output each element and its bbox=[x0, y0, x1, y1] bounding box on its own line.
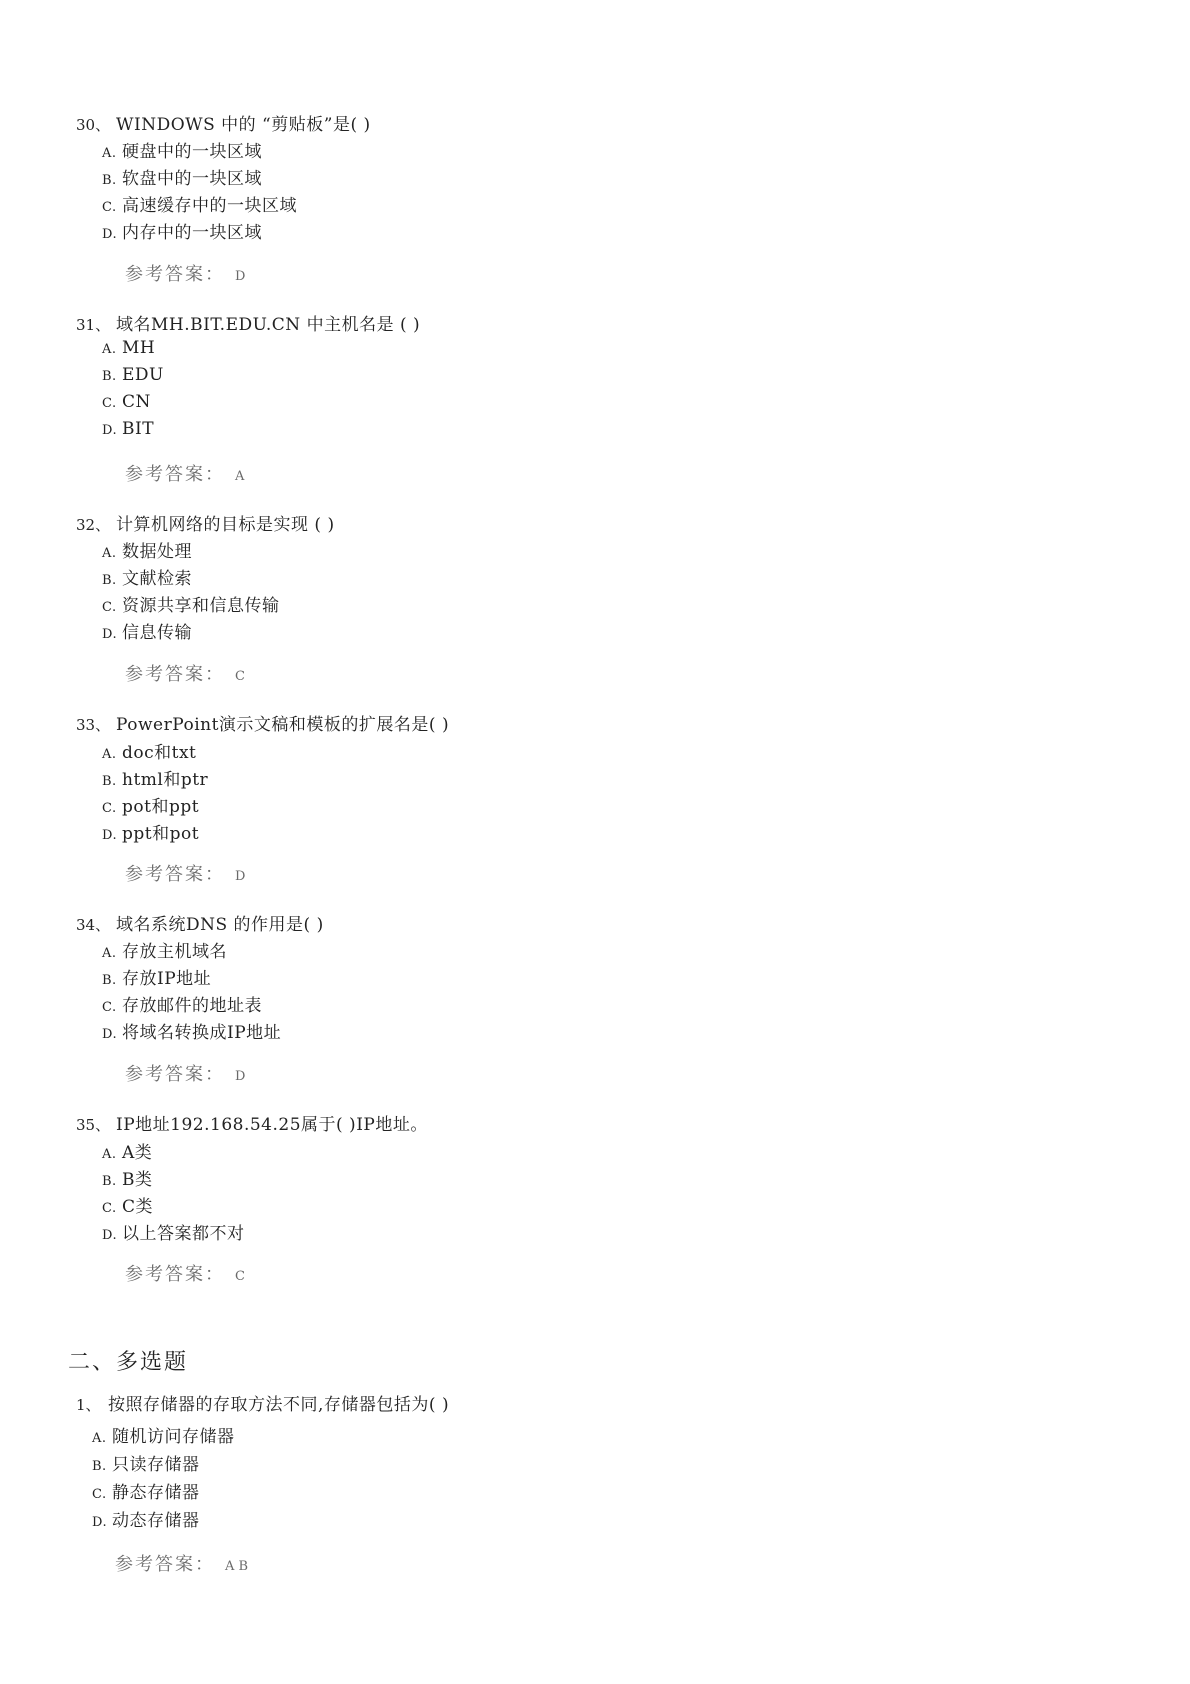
option-b bbox=[102, 964, 211, 989]
option-letter: D. bbox=[92, 1515, 108, 1530]
option-letter: A. bbox=[102, 546, 117, 561]
option-text: MH bbox=[122, 338, 156, 358]
option-text: 静态存储器 bbox=[112, 1483, 200, 1503]
option-letter: C. bbox=[102, 396, 117, 411]
reference-answer bbox=[115, 1550, 248, 1576]
option-letter: D. bbox=[102, 828, 118, 843]
option-letter: C. bbox=[102, 801, 117, 816]
option-c bbox=[102, 991, 262, 1016]
question-stem bbox=[76, 510, 335, 535]
option-letter: B. bbox=[102, 573, 117, 588]
option-a bbox=[102, 937, 227, 962]
answer-label: 参考答案： bbox=[125, 464, 225, 485]
option-text: 软盘中的一块区域 bbox=[122, 169, 262, 189]
question-stem bbox=[76, 1390, 449, 1415]
option-c bbox=[102, 1192, 153, 1217]
answer-label: 参考答案： bbox=[115, 1554, 215, 1575]
option-text: 只读存储器 bbox=[112, 1455, 200, 1475]
section-title: 二、多选题 bbox=[68, 1350, 189, 1375]
question-number: 35、 bbox=[76, 1116, 111, 1134]
option-d bbox=[102, 1219, 245, 1244]
answer-value: C bbox=[235, 669, 245, 684]
option-text: 内存中的一块区域 bbox=[122, 223, 262, 243]
option-letter: C. bbox=[92, 1487, 107, 1502]
option-text: 随机访问存储器 bbox=[112, 1427, 235, 1447]
option-letter: B. bbox=[102, 173, 117, 188]
option-d bbox=[102, 419, 154, 439]
answer-label: 参考答案： bbox=[125, 864, 225, 885]
option-text: 硬盘中的一块区域 bbox=[122, 142, 262, 162]
question-number: 32、 bbox=[76, 516, 111, 534]
option-text: 将域名转换成IP地址 bbox=[122, 1023, 282, 1043]
option-text: 数据处理 bbox=[122, 542, 192, 562]
option-text: html和ptr bbox=[122, 770, 209, 790]
option-text: ppt和pot bbox=[122, 824, 200, 844]
option-a bbox=[102, 1138, 152, 1163]
question-text: IP地址192.168.54.25属于( )IP地址。 bbox=[116, 1115, 428, 1135]
reference-answer bbox=[125, 1260, 245, 1286]
reference-answer bbox=[125, 260, 245, 286]
answer-value: D bbox=[235, 869, 246, 884]
option-text: C类 bbox=[122, 1197, 154, 1217]
option-d bbox=[102, 1018, 281, 1043]
question-text: 按照存储器的存取方法不同,存储器包括为( ) bbox=[108, 1395, 450, 1415]
question-stem bbox=[76, 910, 324, 935]
option-text: 资源共享和信息传输 bbox=[122, 596, 280, 616]
option-text: 动态存储器 bbox=[112, 1511, 200, 1531]
option-text: CN bbox=[122, 392, 151, 412]
option-text: A类 bbox=[122, 1143, 153, 1163]
option-letter: D. bbox=[102, 227, 118, 242]
option-b bbox=[102, 564, 192, 589]
answer-value: A B bbox=[225, 1559, 249, 1574]
option-letter: D. bbox=[102, 423, 118, 438]
answer-label: 参考答案： bbox=[125, 664, 225, 685]
option-text: doc和txt bbox=[122, 743, 197, 763]
option-text: 存放主机域名 bbox=[122, 942, 227, 962]
option-d bbox=[102, 618, 192, 643]
option-text: EDU bbox=[122, 365, 164, 385]
option-letter: B. bbox=[92, 1459, 107, 1474]
question-text: 域名系统DNS 的作用是( ) bbox=[116, 915, 324, 935]
option-letter: B. bbox=[102, 369, 117, 384]
question-stem bbox=[76, 110, 371, 135]
answer-value: C bbox=[235, 1269, 245, 1284]
option-text: BIT bbox=[122, 419, 155, 439]
option-a bbox=[102, 338, 155, 358]
question-stem bbox=[76, 710, 449, 735]
question-text: 计算机网络的目标是实现 ( ) bbox=[116, 515, 335, 535]
option-letter: B. bbox=[102, 1174, 117, 1189]
answer-label: 参考答案： bbox=[125, 264, 225, 285]
option-letter: B. bbox=[102, 973, 117, 988]
answer-value: A bbox=[235, 469, 245, 484]
option-c bbox=[102, 191, 297, 216]
option-letter: A. bbox=[102, 946, 117, 961]
option-a bbox=[102, 738, 196, 763]
option-letter: A. bbox=[102, 342, 117, 357]
option-text: 存放IP地址 bbox=[122, 969, 212, 989]
option-letter: A. bbox=[102, 1147, 117, 1162]
option-letter: D. bbox=[102, 627, 118, 642]
question-text: 域名MH.BIT.EDU.CN 中主机名是 ( ) bbox=[116, 315, 421, 335]
option-b bbox=[102, 164, 262, 189]
answer-value: D bbox=[235, 1069, 246, 1084]
question-stem bbox=[76, 1110, 428, 1135]
option-d bbox=[102, 819, 199, 844]
option-c bbox=[102, 392, 151, 412]
option-c bbox=[92, 1478, 200, 1503]
option-text: 文献检索 bbox=[122, 569, 192, 589]
option-letter: B. bbox=[102, 774, 117, 789]
option-letter: C. bbox=[102, 1000, 117, 1015]
answer-value: D bbox=[235, 269, 246, 284]
option-b bbox=[92, 1450, 200, 1475]
option-a bbox=[92, 1422, 235, 1447]
option-letter: C. bbox=[102, 600, 117, 615]
option-b bbox=[102, 765, 208, 790]
reference-answer bbox=[125, 460, 244, 486]
option-letter: C. bbox=[102, 200, 117, 215]
option-text: 以上答案都不对 bbox=[122, 1224, 245, 1244]
option-a bbox=[102, 137, 262, 162]
option-c bbox=[102, 792, 199, 817]
option-letter: D. bbox=[102, 1027, 118, 1042]
reference-answer bbox=[125, 660, 245, 686]
option-text: pot和ppt bbox=[122, 797, 200, 817]
option-c bbox=[102, 591, 280, 616]
option-letter: D. bbox=[102, 1228, 118, 1243]
option-b bbox=[102, 365, 164, 385]
option-text: 信息传输 bbox=[122, 623, 192, 643]
question-text: WINDOWS 中的 “剪贴板”是( ) bbox=[116, 115, 371, 135]
answer-label: 参考答案： bbox=[125, 1264, 225, 1285]
question-number: 1、 bbox=[76, 1396, 101, 1414]
question-number: 34、 bbox=[76, 916, 111, 934]
question-text: PowerPoint演示文稿和模板的扩展名是( ) bbox=[116, 715, 450, 735]
reference-answer bbox=[125, 860, 245, 886]
question-number: 30、 bbox=[76, 116, 111, 134]
question-number: 33、 bbox=[76, 716, 111, 734]
option-letter: A. bbox=[102, 146, 117, 161]
reference-answer bbox=[125, 1060, 245, 1086]
option-d bbox=[92, 1506, 200, 1531]
question-stem bbox=[76, 310, 420, 335]
option-d bbox=[102, 218, 262, 243]
option-a bbox=[102, 537, 192, 562]
option-text: B类 bbox=[122, 1170, 153, 1190]
option-b bbox=[102, 1165, 153, 1190]
option-letter: A. bbox=[102, 747, 117, 762]
option-letter: C. bbox=[102, 1201, 117, 1216]
answer-label: 参考答案： bbox=[125, 1064, 225, 1085]
option-text: 高速缓存中的一块区域 bbox=[122, 196, 297, 216]
option-letter: A. bbox=[92, 1431, 107, 1446]
option-text: 存放邮件的地址表 bbox=[122, 996, 262, 1016]
question-number: 31、 bbox=[76, 316, 111, 334]
